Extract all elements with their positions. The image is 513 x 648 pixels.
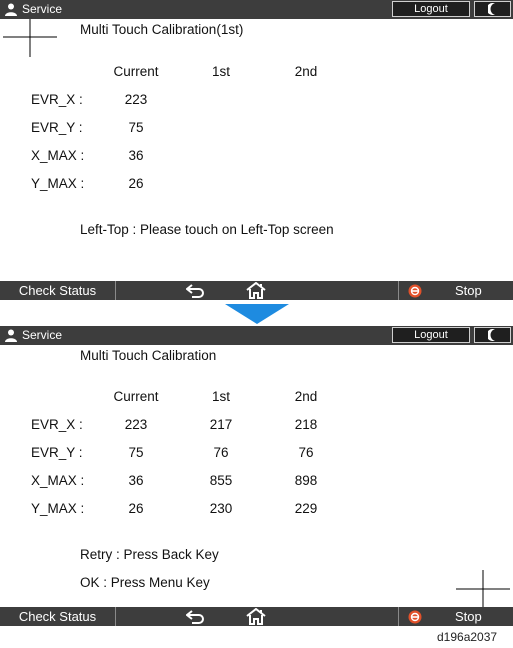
- instruction-message: Left-Top : Please touch on Left-Top screen: [80, 222, 334, 237]
- value-y-max-current: 26: [128, 176, 144, 191]
- logout-button[interactable]: Logout: [392, 1, 470, 17]
- value-evr-x-current: 223: [124, 92, 148, 107]
- value-evr-x-current: 223: [124, 417, 148, 432]
- row-label-evr-y: EVR_Y :: [31, 445, 83, 460]
- row-label-evr-x: EVR_X :: [31, 417, 83, 432]
- down-arrow-icon: [225, 304, 289, 324]
- moon-icon: [488, 3, 498, 15]
- bottom-bar: [0, 281, 513, 300]
- stop-label: Stop: [455, 609, 482, 624]
- value-y-max-current: 26: [128, 501, 144, 516]
- value-y-max-2nd: 229: [294, 501, 318, 516]
- value-x-max-2nd: 898: [294, 473, 318, 488]
- check-status-button[interactable]: Check Status: [0, 281, 116, 300]
- moon-icon: [488, 329, 498, 341]
- figure-caption: d196a2037: [437, 630, 498, 644]
- bottom-bar: [0, 607, 513, 626]
- column-header-1st: 1st: [211, 64, 230, 79]
- page-title: Multi Touch Calibration(1st): [80, 22, 244, 37]
- top-bar: [0, 326, 513, 345]
- page-title: Multi Touch Calibration: [80, 348, 217, 363]
- stop-icon: [408, 610, 422, 624]
- row-label-x-max: X_MAX :: [31, 473, 85, 488]
- app-title: Service: [22, 2, 63, 16]
- stop-button[interactable]: [398, 607, 513, 626]
- value-x-max-current: 36: [128, 148, 144, 163]
- home-icon[interactable]: [246, 282, 266, 299]
- stop-button[interactable]: [398, 281, 513, 300]
- ok-message: OK : Press Menu Key: [80, 575, 210, 590]
- value-evr-y-2nd: 76: [298, 445, 314, 460]
- retry-message: Retry : Press Back Key: [80, 547, 219, 562]
- column-header-current: Current: [113, 389, 159, 404]
- value-y-max-1st: 230: [209, 501, 233, 516]
- row-label-evr-y: EVR_Y :: [31, 120, 83, 135]
- value-evr-x-2nd: 218: [294, 417, 318, 432]
- home-icon[interactable]: [246, 608, 266, 625]
- value-evr-x-1st: 217: [209, 417, 233, 432]
- check-status-button[interactable]: Check Status: [0, 607, 116, 626]
- value-evr-y-current: 75: [128, 445, 144, 460]
- user-icon: [5, 329, 17, 342]
- sleep-button[interactable]: [474, 327, 511, 343]
- back-arrow-icon[interactable]: [186, 609, 206, 624]
- user-icon: [5, 3, 17, 16]
- column-header-current: Current: [113, 64, 159, 79]
- row-label-x-max: X_MAX :: [31, 148, 85, 163]
- value-evr-y-1st: 76: [213, 445, 229, 460]
- value-x-max-1st: 855: [209, 473, 233, 488]
- row-label-evr-x: EVR_X :: [31, 92, 83, 107]
- row-label-y-max: Y_MAX :: [31, 501, 85, 516]
- value-x-max-current: 36: [128, 473, 144, 488]
- crosshair-icon: [3, 19, 57, 57]
- column-header-1st: 1st: [211, 389, 230, 404]
- logout-button[interactable]: Logout: [392, 327, 470, 343]
- value-evr-y-current: 75: [128, 120, 144, 135]
- top-bar: [0, 0, 513, 19]
- crosshair-icon: [456, 570, 510, 608]
- stop-icon: [408, 284, 422, 298]
- app-title: Service: [22, 328, 63, 342]
- column-header-2nd: 2nd: [294, 389, 318, 404]
- back-arrow-icon[interactable]: [186, 283, 206, 298]
- stop-label: Stop: [455, 283, 482, 298]
- row-label-y-max: Y_MAX :: [31, 176, 85, 191]
- column-header-2nd: 2nd: [294, 64, 318, 79]
- sleep-button[interactable]: [474, 1, 511, 17]
